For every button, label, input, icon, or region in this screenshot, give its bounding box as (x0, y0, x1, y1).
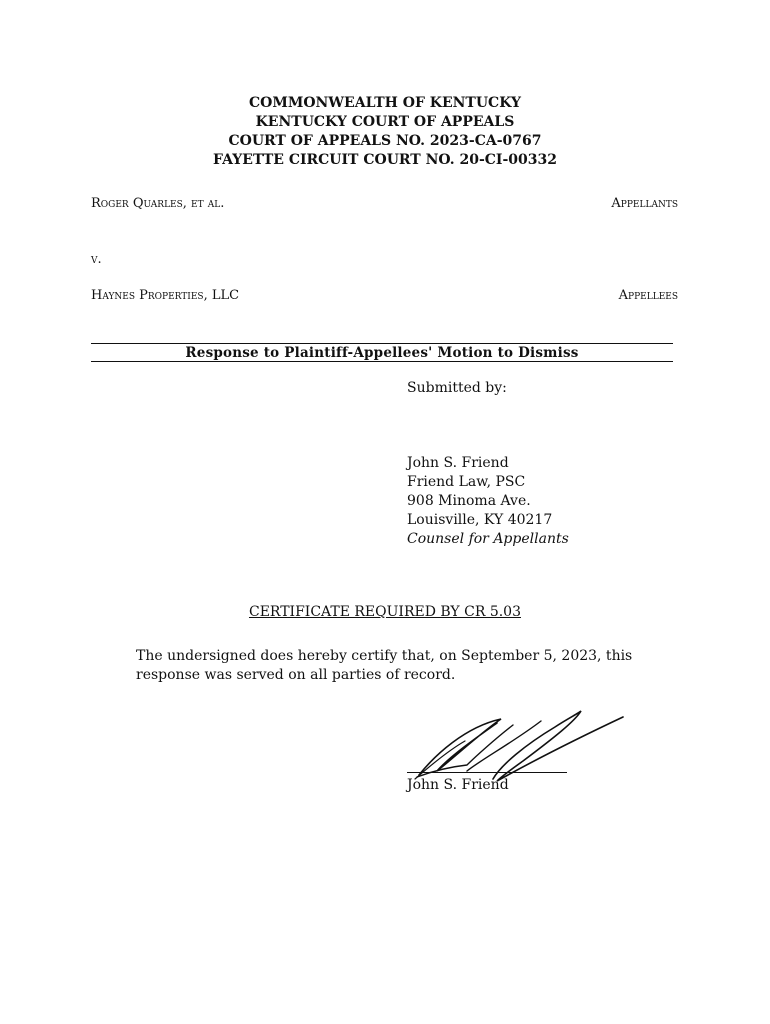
caption-line-3: COURT OF APPEALS NO. 2023-CA-0767 (228, 133, 542, 149)
versus-label: v. (91, 252, 102, 267)
appellee-name: Haynes Properties, LLC (91, 288, 240, 303)
handwritten-signature (405, 705, 630, 787)
submitted-by-label: Submitted by: (407, 380, 507, 396)
counsel-firm: Friend Law, PSC (407, 474, 526, 490)
caption-line-1: COMMONWEALTH OF KENTUCKY (248, 95, 521, 111)
counsel-role: Counsel for Appellants (407, 531, 569, 547)
case-caption (0, 94, 770, 170)
appellee-role: Appellees (618, 288, 678, 303)
document-title: Response to Plaintiff-Appellees' Motion to Dismiss (185, 345, 579, 361)
caption-line-2: KENTUCKY COURT OF APPEALS (255, 114, 515, 130)
counsel-street: 908 Minoma Ave. (407, 493, 531, 509)
title-rule-top (91, 343, 673, 344)
title-rule-bottom (91, 361, 673, 362)
appellant-name: Roger Quarles, et al. (91, 196, 225, 211)
signer-name: John S. Friend (407, 777, 509, 793)
certificate-body: The undersigned does hereby certify that, on September 5, 2023, this response was served on all parties of record. (136, 648, 633, 683)
counsel-block (407, 454, 569, 549)
signature-line (407, 772, 567, 773)
caption-line-4: FAYETTE CIRCUIT COURT NO. 20-CI-00332 (213, 152, 557, 168)
counsel-name: John S. Friend (407, 455, 509, 471)
certificate-heading: CERTIFICATE REQUIRED BY CR 5.03 (248, 604, 521, 620)
appellant-role: Appellants (611, 196, 678, 211)
counsel-city: Louisville, KY 40217 (407, 512, 553, 528)
